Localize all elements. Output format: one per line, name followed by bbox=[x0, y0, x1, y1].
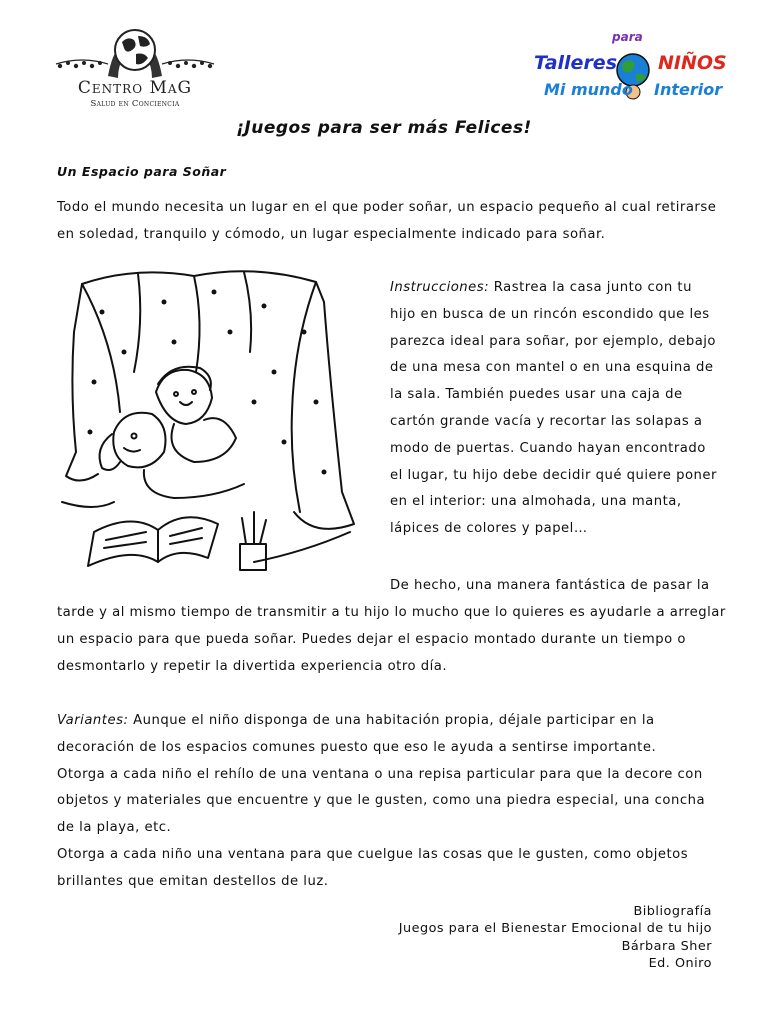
instructions-text: Rastrea la casa junto con tu hijo en busca de un rincón escondido que les parezca ideal para soñar, por ejemplo, debajo de una mesa con mantel o en una esquina de la sala. También puedes usar una caja de cartón grande vacía y recortar las solapas a modo de puertas. Cuando hayan encontrado el lugar, tu hijo debe decidir qué quiere poner en el interior: una almohada, una manta, lápices de colores y papel… bbox=[390, 280, 717, 537]
de-hecho-paragraph: tarde y al mismo tiempo de transmitir a tu hijo lo mucho que lo quieres es ayudarle a arreglar un espacio para que pueda soñar. Puedes dejar el espacio montado durante un tiempo o desmontarlo y repetir la divertida experiencia otro día. bbox=[57, 605, 726, 674]
variants-label: Variantes: bbox=[57, 713, 129, 728]
bibliography-book: Juegos para el Bienestar Emocional de tu hijo bbox=[398, 921, 712, 937]
page-title: ¡Juegos para ser más Felices! bbox=[236, 118, 532, 138]
intro-paragraph: Todo el mundo necesita un lugar en el que poder soñar, un espacio pequeño al cual retirarse en soledad, tranquilo y cómodo, un lugar especialmente indicado para soñar. bbox=[57, 200, 717, 242]
variants-paragraph-1 bbox=[57, 708, 727, 762]
logo-right-ninos: NIÑOS bbox=[658, 52, 727, 74]
logo-right-mi-mundo: Mi mundo bbox=[544, 80, 633, 99]
talleres-ninos-logo bbox=[530, 30, 727, 106]
logo-right-talleres: Talleres bbox=[534, 52, 618, 74]
bibliography-author: Bárbara Sher bbox=[621, 938, 712, 954]
de-hecho-first-line: De hecho, una manera fantástica de pasar la bbox=[390, 578, 710, 593]
logo-right-interior: Interior bbox=[654, 80, 723, 99]
instructions-paragraph bbox=[390, 275, 720, 543]
logo-left-name: Centro MaG bbox=[77, 78, 193, 98]
logo-right-para: para bbox=[612, 30, 643, 44]
bibliography-publisher: Ed. Oniro bbox=[648, 955, 712, 971]
child-in-blanket-fort-illustration bbox=[54, 262, 364, 592]
centro-mag-logo bbox=[52, 26, 218, 112]
variants-section bbox=[57, 708, 727, 896]
bibliography-heading: Bibliografía bbox=[633, 904, 712, 919]
variants-paragraph-3: Otorga a cada niño una ventana para que cuelgue las cosas que le gusten, como objetos brillantes que emitan destellos de luz. bbox=[57, 846, 689, 889]
variants-paragraph-2: Otorga a cada niño el rehílo de una ventana o una repisa particular para que la decore con objetos y materiales que encuentre y que le gusten, como una piedra especial, una concha de la playa, etc. bbox=[57, 766, 706, 836]
section-subtitle: Un Espacio para Soñar bbox=[57, 164, 227, 179]
logo-left-tagline: Salud en Conciencia bbox=[90, 99, 180, 109]
globe-hands-icon bbox=[52, 26, 218, 82]
instructions-label: Instrucciones: bbox=[390, 280, 490, 295]
bibliography bbox=[399, 903, 712, 972]
variants-text-1: Aunque el niño disponga de una habitación propia, déjale participar en la decoración de los espacios comunes puesto que eso le ayuda a sentirse importante. bbox=[57, 713, 657, 755]
